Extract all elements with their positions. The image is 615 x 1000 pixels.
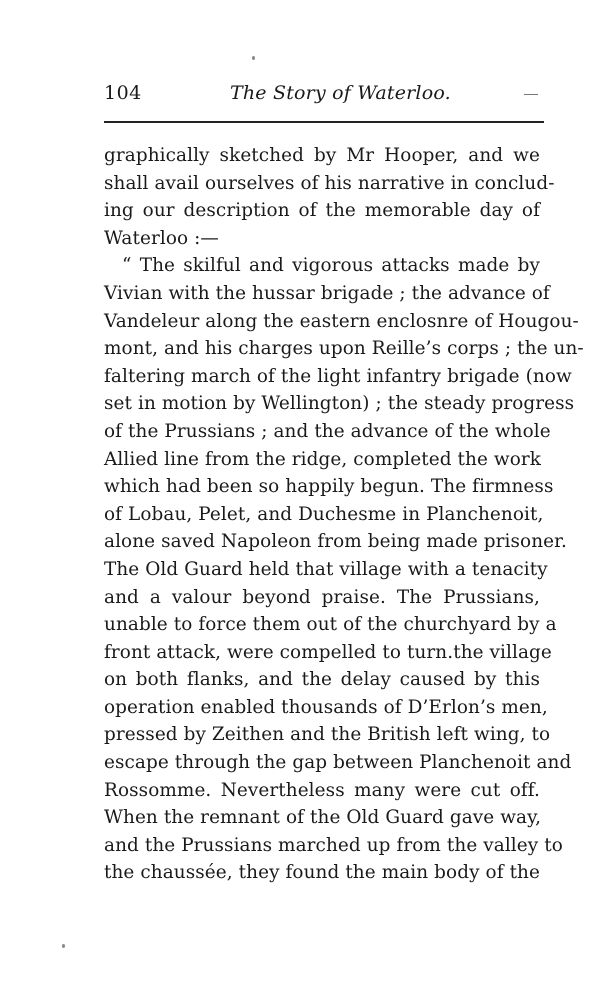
text-line: on both flanks, and the delay caused by this	[104, 669, 540, 691]
text-line: front attack, were compelled to turn.the village	[104, 641, 552, 663]
text-line: set in motion by Wellington) ; the steady progress	[104, 393, 575, 415]
text-line: of Lobau, Pelet, and Duchesme in Planchenoit,	[104, 503, 544, 525]
text-line: Rossomme. Nevertheless many were cut off.	[104, 779, 540, 801]
text-line: escape through the gap between Planchenoit and	[104, 752, 572, 774]
text-line: of the Prussians ; and the advance of the whole	[104, 420, 551, 442]
text-line: Vandeleur along the eastern enclosnre of Hougou-	[104, 310, 579, 332]
page-number: 104	[104, 82, 142, 104]
text-line: Allied line from the ridge, completed the work	[104, 448, 542, 470]
text-line: and a valour beyond praise. The Prussians,	[104, 586, 540, 608]
text-line: alone saved Napoleon from being made prisoner.	[104, 531, 567, 553]
text-line: When the remnant of the Old Guard gave way,	[104, 807, 542, 829]
running-title: The Story of Waterloo.	[230, 82, 451, 104]
text-line: faltering march of the light infantry brigade (now	[104, 365, 572, 387]
text-line: which had been so happily begun. The firmness	[104, 476, 554, 498]
text-line: unable to force them out of the churchyard by a	[104, 614, 557, 636]
text-line: ing our description of the memorable day of	[104, 200, 540, 222]
text-line: graphically sketched by Mr Hooper, and we	[104, 145, 540, 166]
body-text	[104, 142, 584, 887]
text-line: “ The skilful and vigorous attacks made by	[122, 255, 540, 277]
text-line: operation enabled thousands of D’Erlon’s men,	[104, 696, 548, 718]
text-line: mont, and his charges upon Reille’s corps ; the un-	[104, 338, 584, 360]
header-rule	[104, 121, 544, 123]
text-line: Vivian with the hussar brigade ; the advance of	[104, 282, 550, 304]
text-line: and the Prussians marched up from the valley to	[104, 834, 563, 856]
page-header	[104, 82, 540, 112]
text-line: shall avail ourselves of his narrative in conclud-	[104, 172, 555, 194]
text-line: Waterloo :—	[104, 227, 219, 249]
header-tick-mark	[524, 94, 538, 95]
print-speck	[252, 56, 255, 60]
text-line: the chaussée, they found the main body of the	[104, 862, 540, 884]
text-line: The Old Guard held that village with a tenacity	[104, 558, 548, 580]
text-line: pressed by Zeithen and the British left wing, to	[104, 724, 551, 746]
print-speck	[62, 944, 65, 948]
